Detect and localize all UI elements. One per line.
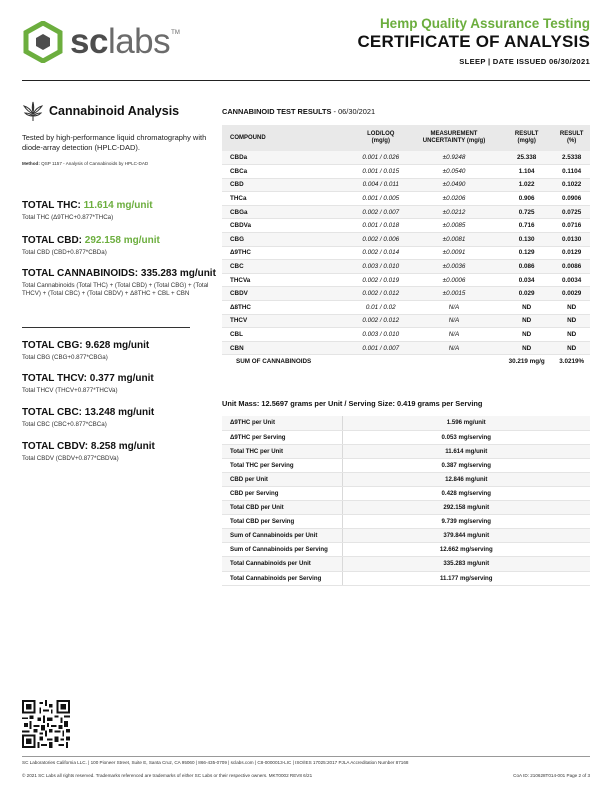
- serving-value: 11.177 mg/serving: [342, 571, 590, 585]
- method-reference: Method: QSP 1157 - Analysis of Cannabinoids by HPLC-DAD: [22, 161, 149, 166]
- table-row: [222, 328, 590, 342]
- compound-cell: CBDVa: [222, 219, 354, 233]
- table-row: [222, 178, 590, 192]
- col-result-pct: RESULT (%): [553, 125, 590, 151]
- serving-row: [222, 416, 590, 430]
- table-row: [222, 246, 590, 260]
- result-mgg-cell: ND: [500, 314, 553, 328]
- col-lod-loq: LOD/LOQ (mg/g): [354, 125, 408, 151]
- uncertainty-cell: ±0.0036: [408, 260, 500, 274]
- result-mgg-cell: 0.906: [500, 192, 553, 206]
- uncertainty-cell: ±0.0206: [408, 192, 500, 206]
- serving-label: Sum of Cannabinoids per Unit: [222, 529, 342, 543]
- header-titles: [357, 16, 590, 66]
- serving-value: 0.053 mg/serving: [342, 430, 590, 444]
- serving-label: CBD per Serving: [222, 486, 342, 500]
- footer-legal: [22, 773, 590, 778]
- serving-label: Total THC per Unit: [222, 444, 342, 458]
- uncertainty-cell: ±0.0212: [408, 205, 500, 219]
- total-cbc: TOTAL CBC: 13.248 mg/unit Total CBC (CBC+0.877*CBCa): [22, 407, 155, 428]
- footer-divider: [22, 756, 590, 757]
- result-pct-cell: 0.0130: [553, 233, 590, 247]
- compound-cell: CBC: [222, 260, 354, 274]
- logo-trademark: TM: [171, 30, 180, 36]
- serving-row: [222, 430, 590, 444]
- sum-label: SUM OF CANNABINOIDS: [222, 355, 354, 368]
- serving-label: Total Cannabinoids per Serving: [222, 571, 342, 585]
- serving-value: 12.662 mg/serving: [342, 543, 590, 557]
- footer-copyright: © 2021 SC Labs all rights reserved. Trademarks referenced are trademarks of either SC Labs or their respective owners. MKT0002 REV8 6/21: [22, 773, 313, 778]
- uncertainty-cell: ±0.9248: [408, 151, 500, 165]
- lod-loq-cell: 0.001 / 0.018: [354, 219, 408, 233]
- table-row: [222, 273, 590, 287]
- lod-loq-cell: 0.002 / 0.012: [354, 314, 408, 328]
- cannabinoid-results-table: [222, 125, 590, 368]
- result-pct-cell: 0.0029: [553, 287, 590, 301]
- total-thcv: TOTAL THCV: 0.377 mg/unit Total THCV (THCV+0.877*THCVa): [22, 373, 154, 394]
- serving-row: [222, 501, 590, 515]
- section-title: Cannabinoid Analysis: [49, 104, 180, 118]
- serving-label: Total CBD per Unit: [222, 501, 342, 515]
- lod-loq-cell: 0.002 / 0.014: [354, 246, 408, 260]
- serving-value: 1.596 mg/unit: [342, 416, 590, 430]
- serving-row: [222, 529, 590, 543]
- lod-loq-cell: 0.002 / 0.007: [354, 205, 408, 219]
- header-subtitle: SLEEP | DATE ISSUED 06/30/2021: [459, 57, 590, 66]
- serving-value: 0.387 mg/serving: [342, 458, 590, 472]
- serving-row: [222, 557, 590, 571]
- col-uncertainty: MEASUREMENT UNCERTAINTY (mg/g): [408, 125, 500, 151]
- lod-loq-cell: 0.002 / 0.012: [354, 287, 408, 301]
- table-row: [222, 165, 590, 179]
- result-mgg-cell: 0.086: [500, 260, 553, 274]
- result-pct-cell: 0.0086: [553, 260, 590, 274]
- lod-loq-cell: 0.004 / 0.011: [354, 178, 408, 192]
- compound-cell: THCa: [222, 192, 354, 206]
- lod-loq-cell: 0.003 / 0.010: [354, 260, 408, 274]
- table-row: [222, 151, 590, 165]
- uncertainty-cell: ±0.0085: [408, 219, 500, 233]
- result-mgg-cell: 0.129: [500, 246, 553, 260]
- lod-loq-cell: 0.002 / 0.019: [354, 273, 408, 287]
- table-row: [222, 287, 590, 301]
- serving-value: 0.428 mg/serving: [342, 486, 590, 500]
- table-row: [222, 314, 590, 328]
- result-mgg-cell: 0.034: [500, 273, 553, 287]
- lod-loq-cell: 0.001 / 0.005: [354, 192, 408, 206]
- serving-row: [222, 458, 590, 472]
- total-thc: TOTAL THC: 11.614 mg/unit Total THC (Δ9THC+0.877*THCa): [22, 200, 153, 221]
- compound-cell: Δ8THC: [222, 301, 354, 315]
- uncertainty-cell: ±0.0006: [408, 273, 500, 287]
- serving-label: CBD per Unit: [222, 472, 342, 486]
- serving-label: Total THC per Serving: [222, 458, 342, 472]
- serving-label: Δ9THC per Serving: [222, 430, 342, 444]
- method-description: Tested by high-performance liquid chromatography with diode-array detection (HPLC-DAD).: [22, 133, 207, 152]
- result-pct-cell: 0.0716: [553, 219, 590, 233]
- results-title: CANNABINOID TEST RESULTS - 06/30/2021: [222, 107, 376, 116]
- compound-cell: CBCa: [222, 165, 354, 179]
- table-row: [222, 301, 590, 315]
- lod-loq-cell: 0.003 / 0.010: [354, 328, 408, 342]
- result-mgg-cell: 1.022: [500, 178, 553, 192]
- result-mgg-cell: 1.104: [500, 165, 553, 179]
- result-pct-cell: 0.0906: [553, 192, 590, 206]
- lod-loq-cell: 0.001 / 0.026: [354, 151, 408, 165]
- serving-row: [222, 543, 590, 557]
- result-pct-cell: ND: [553, 328, 590, 342]
- lod-loq-cell: 0.001 / 0.015: [354, 165, 408, 179]
- sc-labs-logo: [22, 20, 187, 64]
- sum-mgg: 30.219 mg/g: [500, 355, 553, 368]
- serving-label: Total Cannabinoids per Unit: [222, 557, 342, 571]
- qr-code-icon[interactable]: [22, 700, 70, 748]
- uncertainty-cell: N/A: [408, 301, 500, 315]
- logo-wordmark: sclabs: [70, 22, 171, 61]
- compound-cell: CBDa: [222, 151, 354, 165]
- cannabis-leaf-icon: [22, 100, 44, 122]
- footer-coa-id: CoA ID: 210628T014-001 Page 2 of 3: [513, 773, 590, 778]
- total-cbdv: TOTAL CBDV: 8.258 mg/unit Total CBDV (CBDV+0.877*CBDVa): [22, 441, 155, 462]
- uncertainty-cell: N/A: [408, 328, 500, 342]
- total-cbg: TOTAL CBG: 9.628 mg/unit Total CBG (CBG+0.877*CBGa): [22, 340, 150, 361]
- compound-cell: CBD: [222, 178, 354, 192]
- compound-cell: CBG: [222, 233, 354, 247]
- footer-lab-info: SC Laboratories California LLC. | 100 Pioneer Street, Suite E, Santa Cruz, CA 95060 | 866-435-0709 | sclabs.com | C8-0000013-LIC | ISO/IES 17025:2017 PJLA Accreditation Number 87168: [22, 760, 409, 765]
- left-divider: [22, 327, 190, 328]
- serving-value: 379.844 mg/unit: [342, 529, 590, 543]
- serving-value: 11.614 mg/unit: [342, 444, 590, 458]
- compound-cell: CBL: [222, 328, 354, 342]
- result-pct-cell: 0.1104: [553, 165, 590, 179]
- result-pct-cell: 0.1022: [553, 178, 590, 192]
- uncertainty-cell: ±0.0015: [408, 287, 500, 301]
- table-header-row: [222, 125, 590, 151]
- result-pct-cell: ND: [553, 314, 590, 328]
- serving-label: Δ9THC per Unit: [222, 416, 342, 430]
- sum-row: [222, 355, 590, 368]
- table-row: [222, 260, 590, 274]
- serving-value: 9.739 mg/serving: [342, 515, 590, 529]
- col-compound: COMPOUND: [222, 125, 354, 151]
- serving-value: 12.846 mg/unit: [342, 472, 590, 486]
- uncertainty-cell: N/A: [408, 314, 500, 328]
- serving-label: Sum of Cannabinoids per Serving: [222, 543, 342, 557]
- compound-cell: CBGa: [222, 205, 354, 219]
- total-cbd: TOTAL CBD: 292.158 mg/unit Total CBD (CBD+0.877*CBDa): [22, 235, 160, 256]
- serving-row: [222, 444, 590, 458]
- page-title: CERTIFICATE OF ANALYSIS: [357, 32, 590, 51]
- serving-table: [222, 416, 590, 586]
- result-pct-cell: 0.0129: [553, 246, 590, 260]
- compound-cell: THCVa: [222, 273, 354, 287]
- compound-cell: THCV: [222, 314, 354, 328]
- serving-label: Total CBD per Serving: [222, 515, 342, 529]
- total-cannabinoids: TOTAL CANNABINOIDS: 335.283 mg/unit Total Cannabinoids (Total THC) + (Total CBD) + (Total CBG) + (Total THCV) + (Total CBC) + (Total CBDV) + Δ8THC + CBL + CBN: [22, 268, 216, 297]
- result-pct-cell: 0.0725: [553, 205, 590, 219]
- result-mgg-cell: 25.338: [500, 151, 553, 165]
- table-row: [222, 205, 590, 219]
- lod-loq-cell: 0.001 / 0.007: [354, 341, 408, 355]
- table-row: [222, 192, 590, 206]
- compound-cell: CBDV: [222, 287, 354, 301]
- result-mgg-cell: ND: [500, 328, 553, 342]
- unit-mass-heading: Unit Mass: 12.5697 grams per Unit / Serving Size: 0.419 grams per Serving: [222, 399, 483, 408]
- serving-value: 335.283 mg/unit: [342, 557, 590, 571]
- result-mgg-cell: 0.716: [500, 219, 553, 233]
- serving-row: [222, 571, 590, 585]
- result-mgg-cell: 0.029: [500, 287, 553, 301]
- section-heading: [22, 100, 218, 122]
- uncertainty-cell: ±0.0091: [408, 246, 500, 260]
- hexagon-logo-icon: [22, 21, 64, 63]
- analysis-intro: [22, 100, 218, 166]
- header-divider: [22, 80, 590, 81]
- result-mgg-cell: ND: [500, 341, 553, 355]
- result-mgg-cell: 0.130: [500, 233, 553, 247]
- serving-row: [222, 472, 590, 486]
- col-result-mgg: RESULT (mg/g): [500, 125, 553, 151]
- result-pct-cell: ND: [553, 301, 590, 315]
- header-kicker: Hemp Quality Assurance Testing: [379, 16, 590, 31]
- uncertainty-cell: ±0.0490: [408, 178, 500, 192]
- compound-cell: CBN: [222, 341, 354, 355]
- table-row: [222, 233, 590, 247]
- uncertainty-cell: N/A: [408, 341, 500, 355]
- uncertainty-cell: ±0.0081: [408, 233, 500, 247]
- result-pct-cell: ND: [553, 341, 590, 355]
- lod-loq-cell: 0.002 / 0.006: [354, 233, 408, 247]
- serving-row: [222, 515, 590, 529]
- serving-value: 292.158 mg/unit: [342, 501, 590, 515]
- sum-pct: 3.0219%: [553, 355, 590, 368]
- table-row: [222, 341, 590, 355]
- lod-loq-cell: 0.01 / 0.02: [354, 301, 408, 315]
- table-row: [222, 219, 590, 233]
- result-pct-cell: 2.5338: [553, 151, 590, 165]
- result-mgg-cell: 0.725: [500, 205, 553, 219]
- compound-cell: Δ9THC: [222, 246, 354, 260]
- uncertainty-cell: ±0.0540: [408, 165, 500, 179]
- result-pct-cell: 0.0034: [553, 273, 590, 287]
- result-mgg-cell: ND: [500, 301, 553, 315]
- serving-row: [222, 486, 590, 500]
